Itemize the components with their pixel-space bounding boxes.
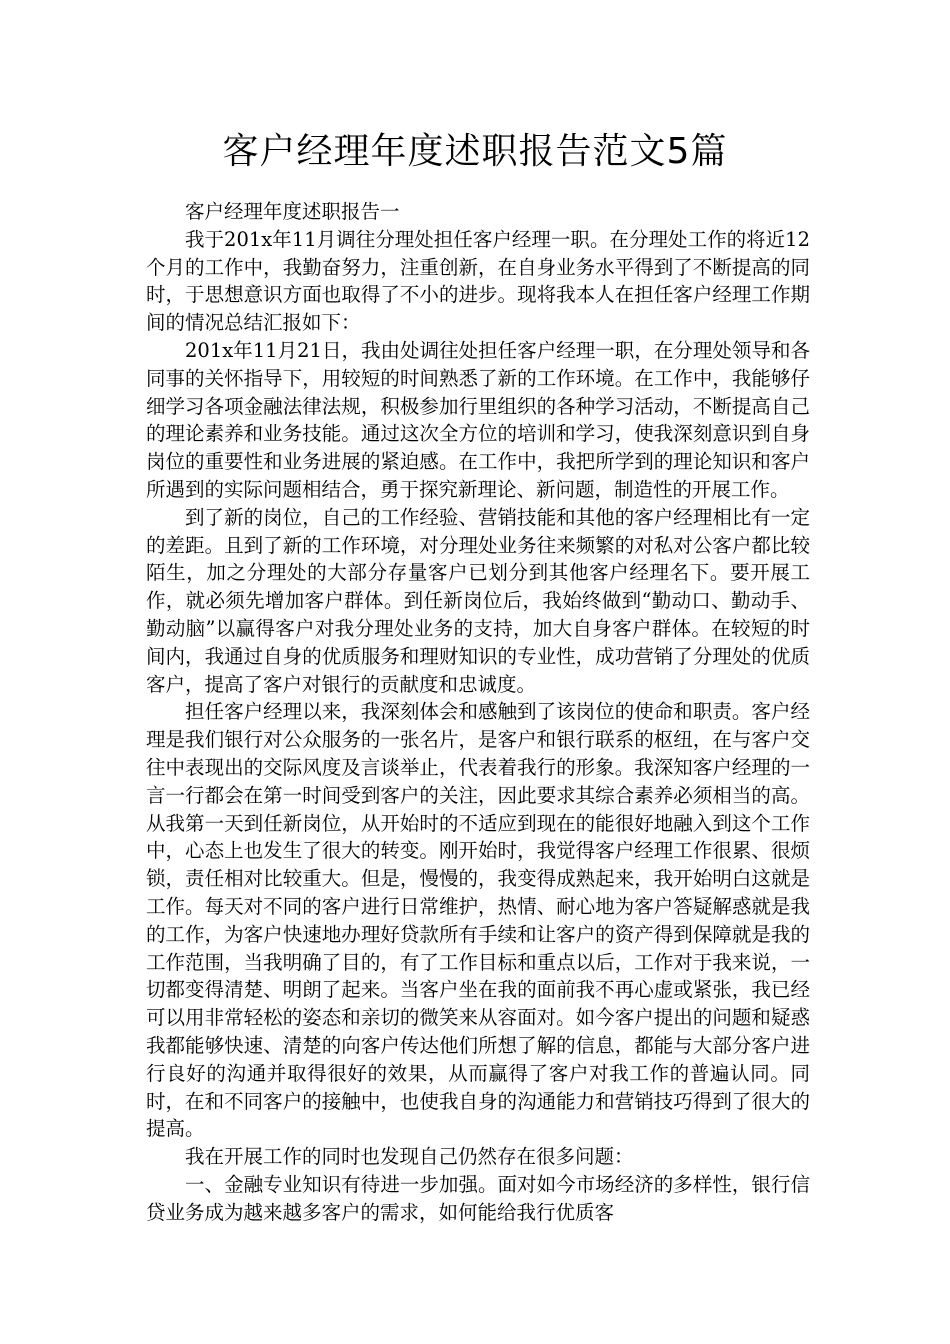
paragraph: 一、金融专业知识有待进一步加强。面对如今市场经济的多样性，银行信贷业务成为越来越多客户的需求，如何能给我行优质客 bbox=[146, 1172, 810, 1224]
document-body bbox=[146, 198, 810, 1226]
paragraph: 我于201x年11月调往分理处担任客户经理一职。在分理处工作的将近12个月的工作中，我勤奋努力，注重创新，在自身业务水平得到了不断提高的同时，于思想意识方面也取得了不小的进步。现将我本人在担任客户经理工作期间的情况总结汇报如下： bbox=[146, 227, 810, 335]
paragraph: 到了新的岗位，自己的工作经验、营销技能和其他的客户经理相比有一定的差距。且到了新的工作环境，对分理处业务往来频繁的对私对公客户都比较陌生，加之分理处的大部分存量客户已划分到其他客户经理名下。要开展工作，就必须先增加客户群体。到任新岗位后，我始终做到“勤动口、勤动手、勤动脑”以赢得客户对我分理处业务的支持，加大自身客户群体。在较短的时间内，我通过自身的优质服务和理财知识的专业性，成功营销了分理处的优质客户，提高了客户对银行的贡献度和忠诚度。 bbox=[146, 505, 810, 696]
paragraph: 我在开展工作的同时也发现自己仍然存在很多问题： bbox=[185, 1145, 634, 1169]
paragraph: 201x年11月21日，我由处调往处担任客户经理一职，在分理处领导和各同事的关怀指导下，用较短的时间熟悉了新的工作环境。在工作中，我能够仔细学习各项金融法律法规，积极参加行里组织的各种学习活动，不断提高自己的理论素养和业务技能。通过这次全方位的培训和学习，使我深刻意识到自身岗位的重要性和业务进展的紧迫感。在工作中，我把所学到的理论知识和客户所遇到的实际问题相结合，勇于探究新理论、新问题，制造性的开展工作。 bbox=[146, 338, 810, 501]
document-title: 客户经理年度述职报告范文5篇 bbox=[222, 131, 728, 172]
section-heading: 客户经理年度述职报告一 bbox=[185, 200, 400, 223]
paragraph: 担任客户经理以来，我深刻体会和感触到了该岗位的使命和职责。客户经理是我们银行对公众服务的一张名片，是客户和银行联系的枢纽，在与客户交往中表现出的交际风度及言谈举止，代表着我行的形象。我深知客户经理的一言一行都会在第一时间受到客户的关注，因此要求其综合素养必须相当的高。从我第一天到任新岗位，从开始时的不适应到现在的能很好地融入到这个工作中，心态上也发生了很大的转变。刚开始时，我觉得客户经理工作很累、很烦锁，责任相对比较重大。但是，慢慢的，我变得成熟起来，我开始明白这就是工作。每天对不同的客户进行日常维护，热情、耐心地为客户答疑解惑就是我的工作，为客户快速地办理好贷款所有手续和让客户的资产得到保障就是我的工作范围，当我明确了目的，有了工作目标和重点以后，工作对于我来说，一切都变得清楚、明朗了起来。当客户坐在我的面前我不再心虚或紧张，我已经可以用非常轻松的姿态和亲切的微笑来从容面对。如今客户提出的问题和疑惑我都能够快速、清楚的向客户传达他们所想了解的信息，都能与大部分客户进行良好的沟通并取得很好的效果，从而赢得了客户对我工作的普遍认同。同时，在和不同客户的接触中，也使我自身的沟通能力和营销技巧得到了很大的提高。 bbox=[146, 700, 810, 1141]
